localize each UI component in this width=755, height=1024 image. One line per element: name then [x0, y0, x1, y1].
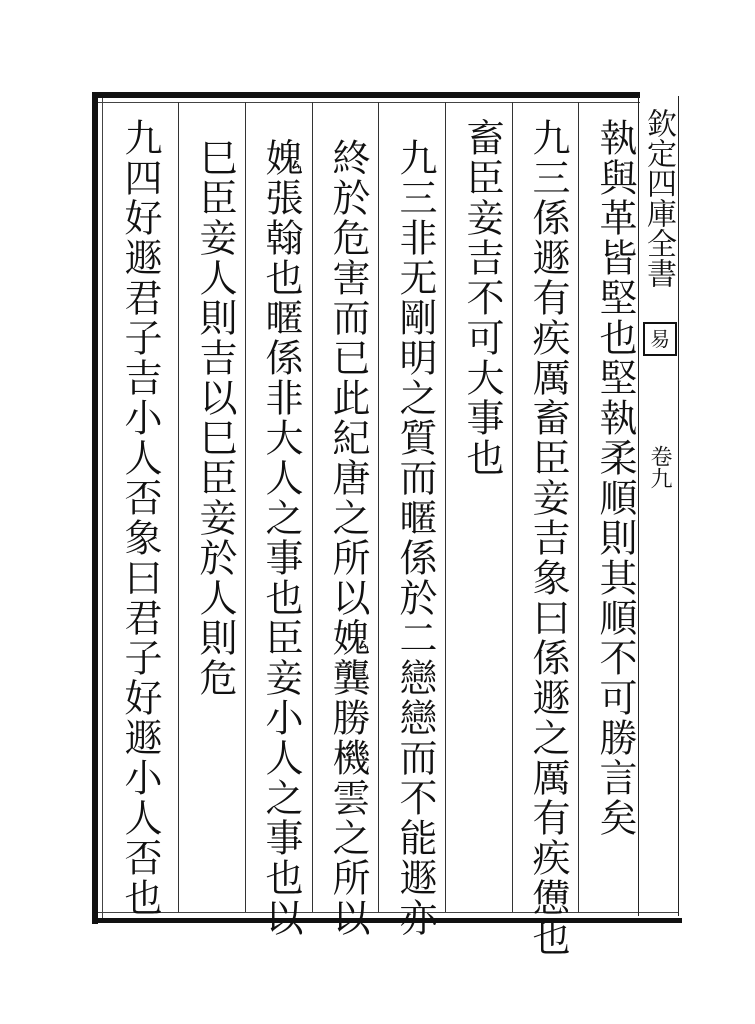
column-divider [512, 102, 513, 912]
section-mark: 易 [643, 322, 677, 356]
text-column-6: 媿張翰也暱係非大人之事也臣妾小人之事也以 [259, 138, 303, 938]
text-column-8: 九四好遯君子吉小人否象曰君子好遯小人否也 [118, 118, 162, 918]
column-divider [445, 102, 446, 912]
text-column-5: 終於危害而已此紀唐之所以媿龔勝機雲之所以 [326, 138, 370, 938]
frame-top-inner-border [98, 102, 640, 103]
frame-left-inner-border [102, 96, 103, 922]
column-divider [312, 102, 313, 912]
volume-label: 卷九 [647, 445, 672, 489]
frame-top-border [92, 92, 640, 98]
column-divider [178, 102, 179, 912]
text-column-4: 九三非无剛明之質而暱係於二戀戀而不能遯亦 [393, 138, 437, 938]
frame-left-border [92, 92, 98, 924]
text-column-2: 九三係遯有疾厲畜臣妾吉象曰係遯之厲有疾憊也 [526, 118, 570, 958]
frame-bottom-border [92, 918, 682, 923]
text-column-1: 執與革皆堅也堅執柔順則其順不可勝言矣 [593, 118, 637, 838]
margin-left-rule [638, 96, 639, 916]
column-divider [378, 102, 379, 912]
column-divider [578, 102, 579, 912]
text-column-3: 畜臣妾吉不可大事也 [460, 118, 504, 478]
column-divider [245, 102, 246, 912]
text-column-7: 巳臣妾人則吉以巳臣妾於人則危 [193, 138, 237, 698]
margin-right-rule [678, 96, 679, 916]
frame-bottom-inner-border [98, 912, 678, 913]
book-title: 欽定四庫全書 [641, 108, 676, 288]
